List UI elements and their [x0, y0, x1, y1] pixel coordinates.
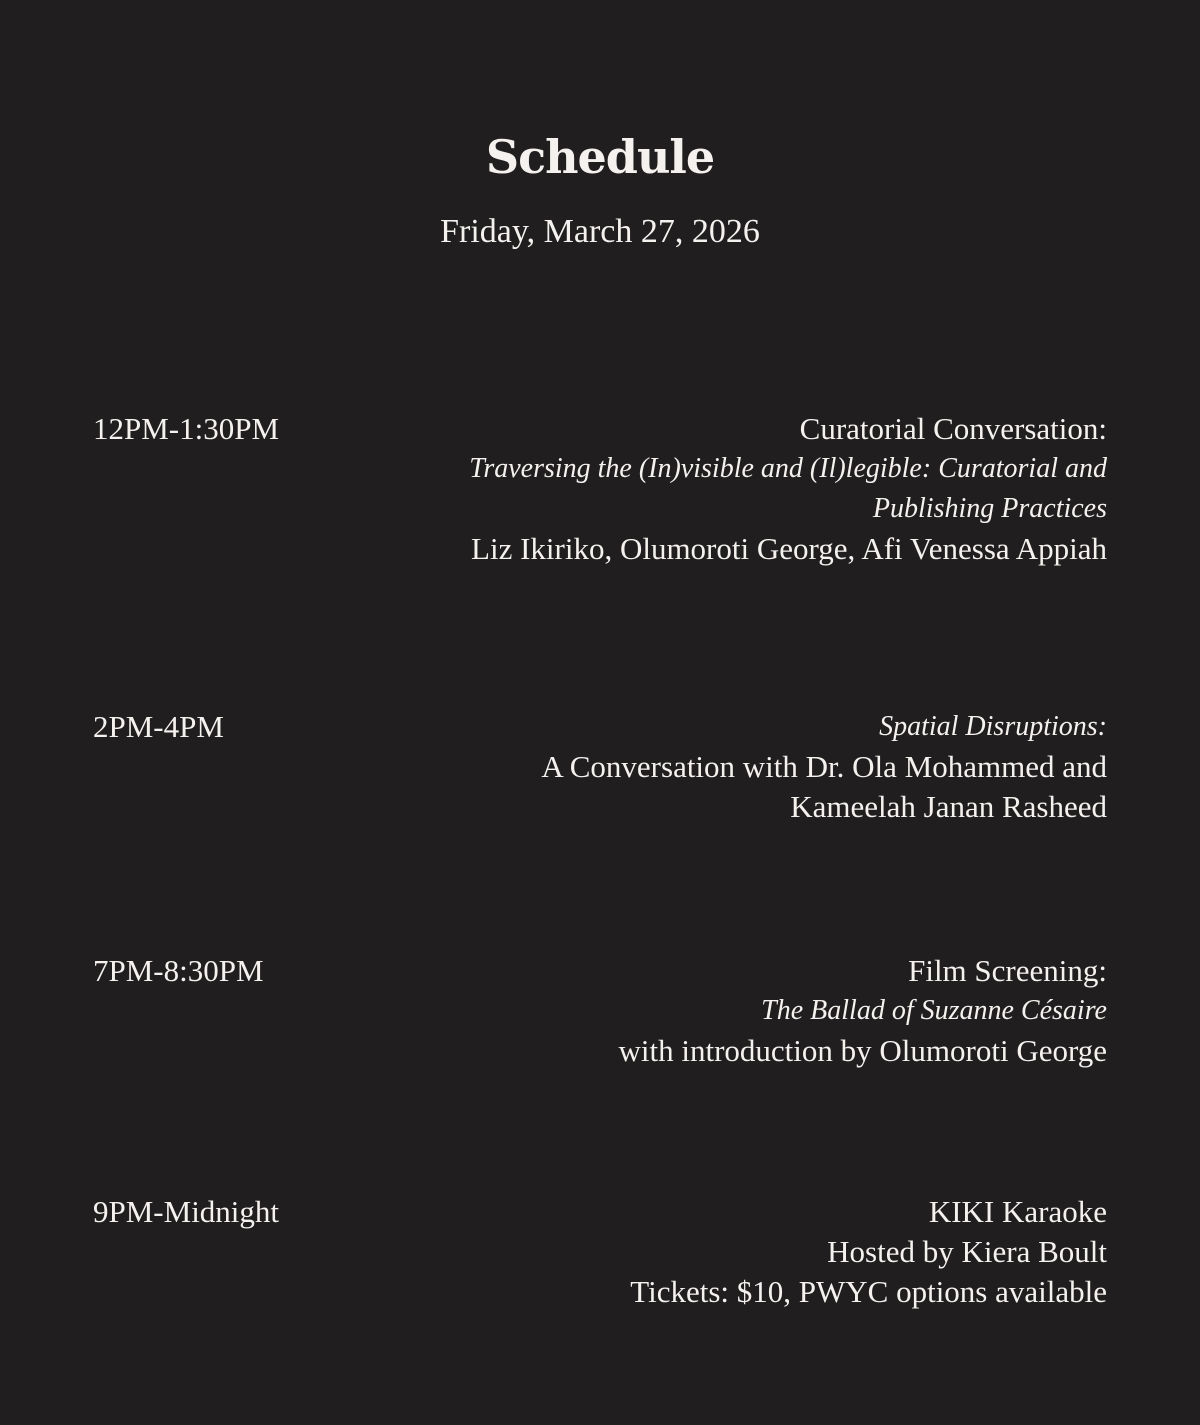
- event-time: 9PM-Midnight: [93, 1194, 280, 1229]
- event-introduction: with introduction by Olumoroti George: [618, 1033, 1107, 1068]
- event-heading: Spatial Disruptions:: [879, 711, 1107, 742]
- event-time: 7PM-8:30PM: [93, 953, 264, 988]
- event-subtitle-continued: Publishing Practices: [872, 493, 1107, 524]
- event-heading: Curatorial Conversation:: [799, 411, 1107, 446]
- event-subtitle: Traversing the (In)visible and (Il)legible: Curatorial and: [469, 453, 1107, 484]
- event-details: [407, 409, 1107, 569]
- event-details: [407, 951, 1107, 1071]
- event-description-continued: Kameelah Janan Rasheed: [790, 789, 1107, 824]
- event-tickets: Tickets: $10, PWYC options available: [630, 1274, 1107, 1309]
- event-heading: KIKI Karaoke: [928, 1194, 1107, 1229]
- event-details: [407, 707, 1107, 827]
- page-title: Schedule: [485, 130, 715, 184]
- event-heading: Film Screening:: [908, 953, 1107, 988]
- event-film-title: The Ballad of Suzanne Césaire: [761, 995, 1107, 1026]
- event-host: Hosted by Kiera Boult: [827, 1234, 1107, 1269]
- event-time: 2PM-4PM: [93, 709, 224, 744]
- event-description: A Conversation with Dr. Ola Mohammed and: [541, 749, 1107, 784]
- event-time: 12PM-1:30PM: [93, 411, 280, 446]
- event-speakers: Liz Ikiriko, Olumoroti George, Afi Venessa Appiah: [471, 531, 1107, 566]
- event-details: [407, 1192, 1107, 1312]
- schedule-date: Friday, March 27, 2026: [440, 213, 760, 250]
